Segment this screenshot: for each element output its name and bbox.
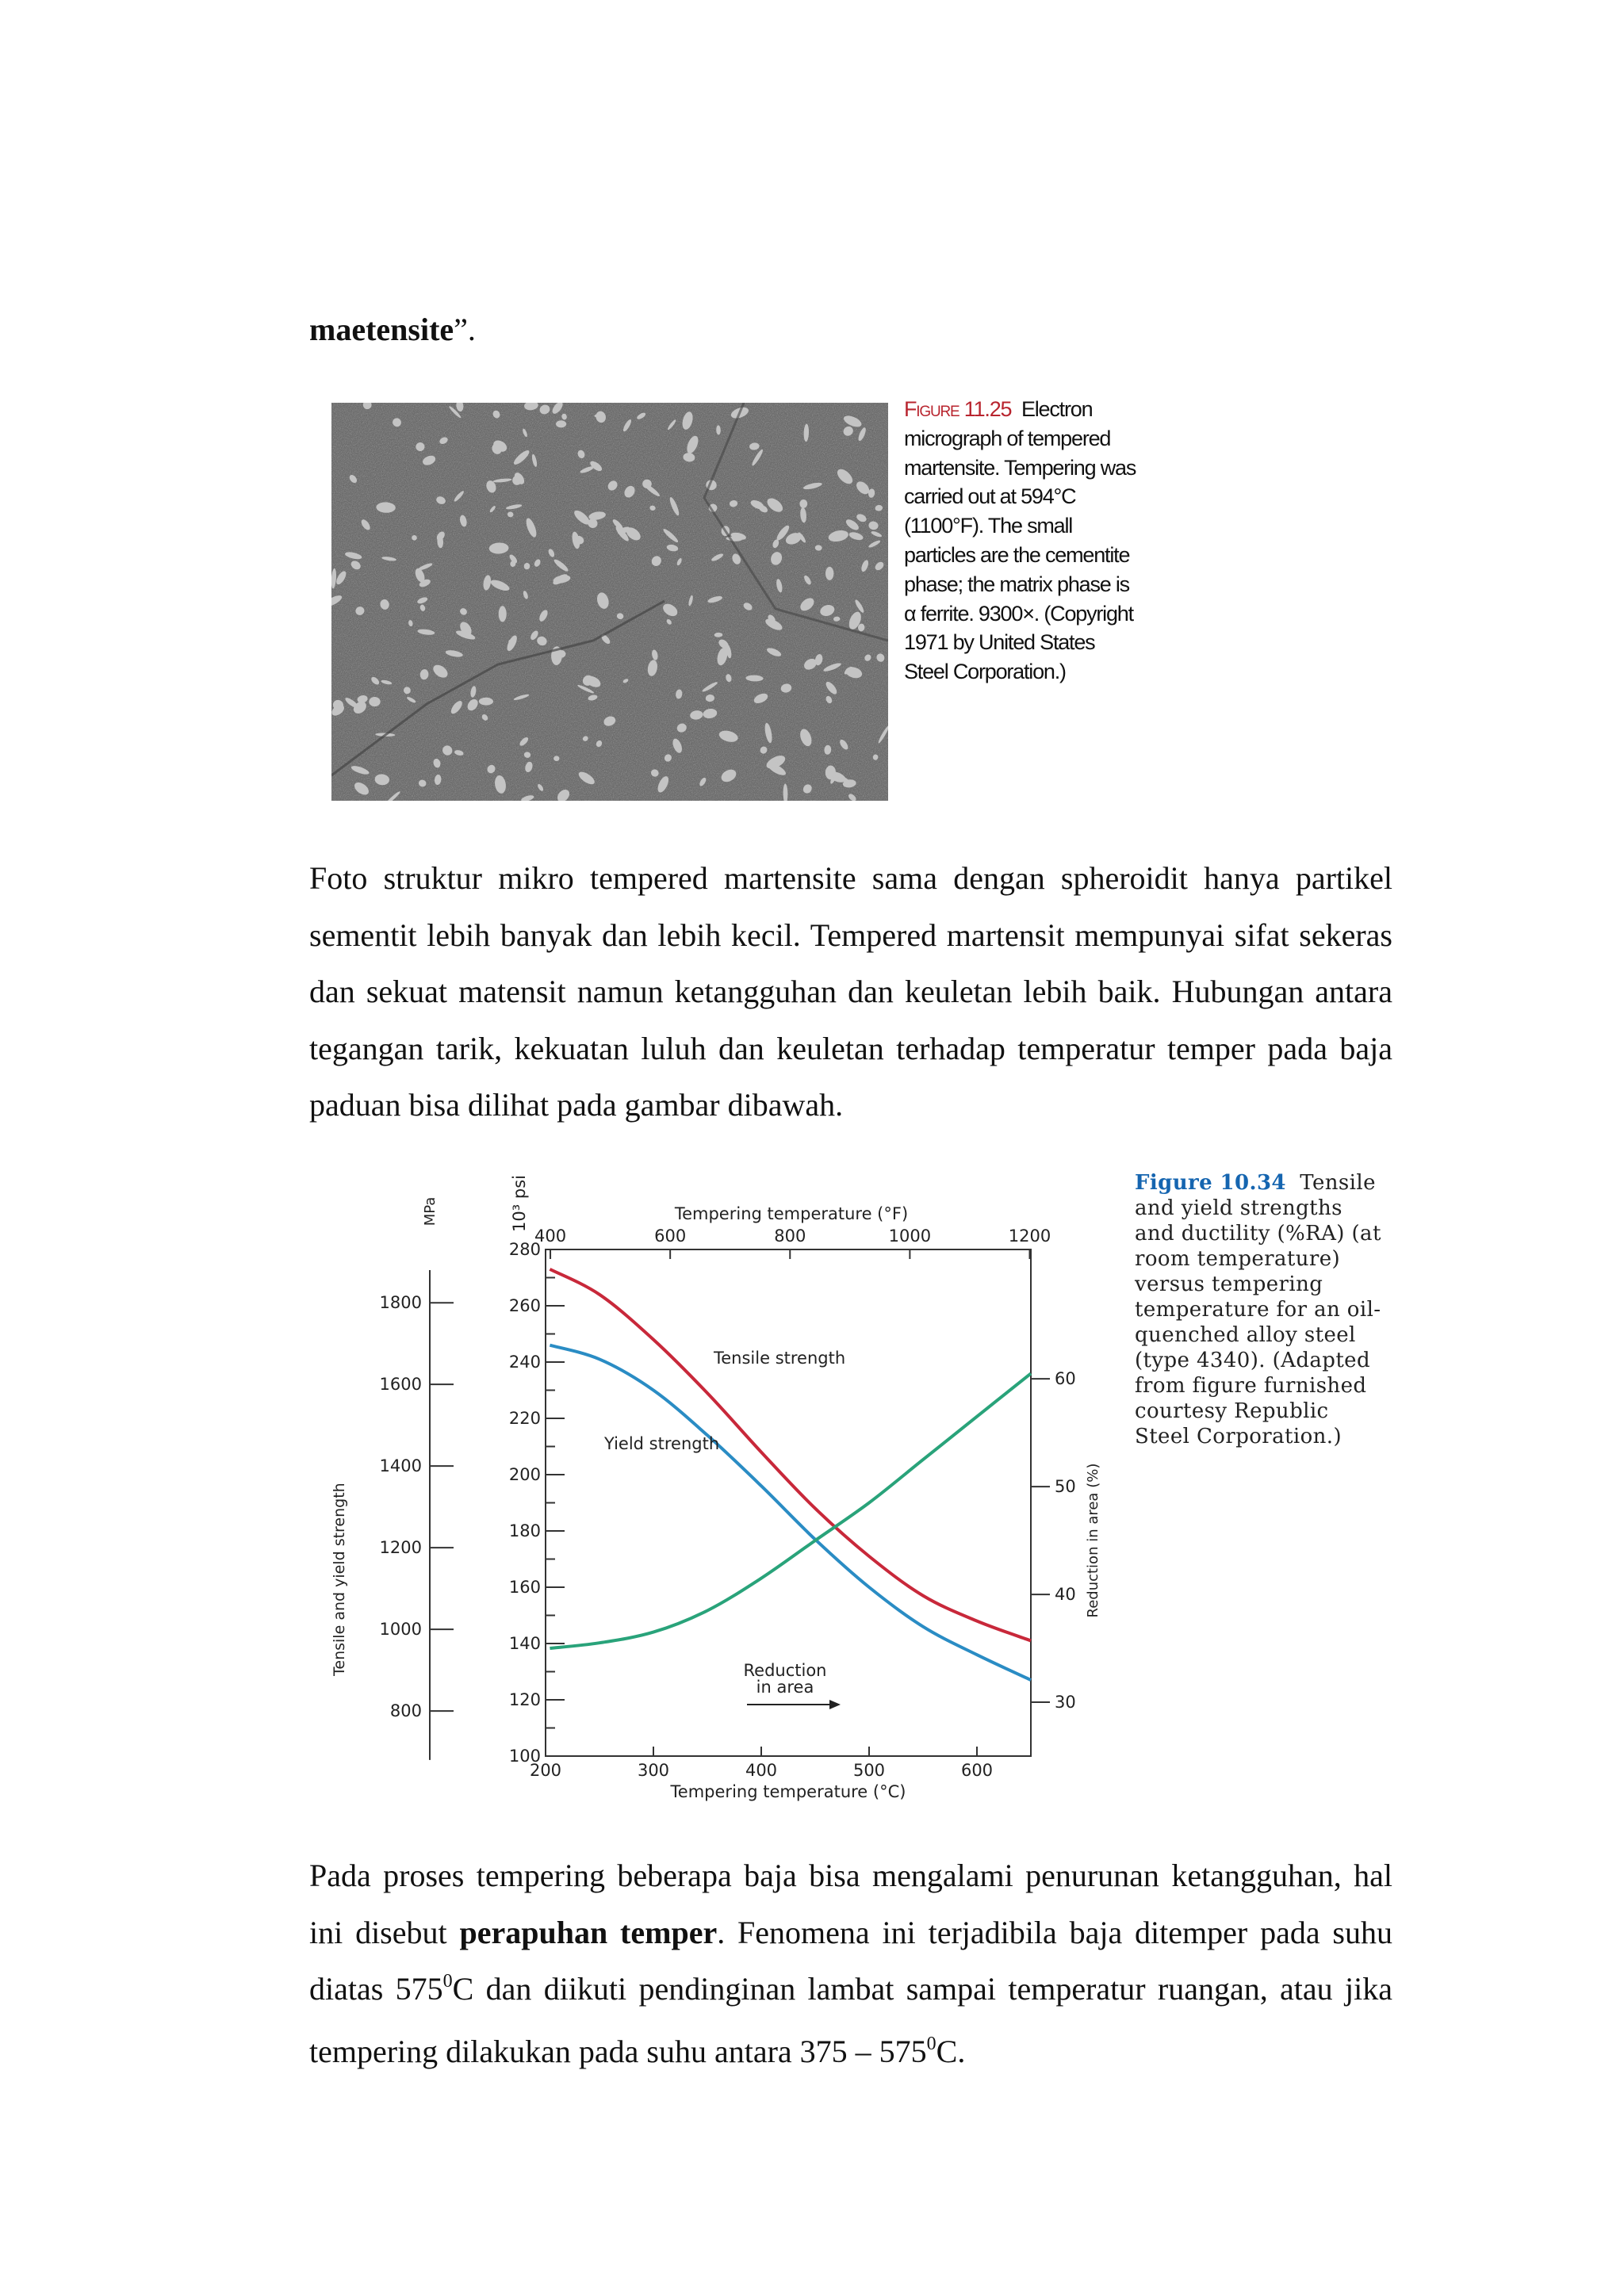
- y2-tick-label: 60: [1055, 1369, 1076, 1389]
- x-tick-label: 600: [960, 1761, 994, 1780]
- reduction-annotation-line2: in area: [756, 1678, 814, 1697]
- tempering-strength-chart: [317, 1165, 1110, 1816]
- bold-term: perapuhan temper: [459, 1914, 718, 1950]
- figure-label: Figure 11.25: [904, 397, 1012, 421]
- figure-caption-text: Electron micrograph of tempered martensite. Tempering was carried out at 594°C (1100°F). The small particles are the cementite phase; the matrix phase is α ferrite. 9300×. (Copyright 1971 by United States Steel Corporation.): [904, 397, 1136, 684]
- mpa-tick-label: 1000: [379, 1620, 422, 1640]
- y-tick-label: 260: [508, 1296, 541, 1315]
- x2-tick-label: 600: [654, 1226, 687, 1246]
- x2-axis-label: Tempering temperature (°F): [674, 1204, 909, 1223]
- reduction-annotation: Reduction: [743, 1661, 827, 1680]
- top-text-fragment: [309, 308, 1392, 352]
- x-tick-label: 200: [529, 1761, 562, 1780]
- tensile-strength-line: [550, 1269, 1031, 1641]
- p2-part2: . Fenomena ini terjadibila baja ditemper pada suhu diatas 575: [309, 1914, 1392, 2007]
- paragraph-2: [309, 1847, 1392, 2085]
- y-tick-label: 140: [508, 1634, 541, 1653]
- electron-micrograph-image: [331, 403, 888, 801]
- tensile-strength-annotation: Tensile strength: [714, 1349, 846, 1368]
- x2-tick-label: 1000: [888, 1226, 932, 1246]
- mpa-tick-label: 1800: [379, 1293, 422, 1313]
- y-units-label: 10³ psi: [510, 1175, 529, 1232]
- p2-part1: Pada proses tempering beberapa baja bisa mengalami penurunan ketangguhan, hal ini disebut: [309, 1858, 1392, 1950]
- figure-caption-text: Tensile and yield strengths and ductility (%RA) (at room temperature) versus tempering temperature for an oil-quenched alloy steel (type 4340). (Adapted from figure furnished courtesy Republic Steel Corporation.): [1135, 1171, 1381, 1448]
- reduction-arrow-head: [829, 1700, 841, 1709]
- y2-axis-label: Reduction in area (%): [1085, 1463, 1101, 1618]
- p2-part4: C.: [936, 2033, 966, 2069]
- y-tick-label: 240: [508, 1353, 541, 1372]
- yield-strength-line: [550, 1345, 1031, 1680]
- y-tick-label: 100: [508, 1747, 541, 1766]
- y-axis-label: Tensile and yield strength: [331, 1483, 348, 1676]
- x2-tick-label: 1200: [1008, 1226, 1051, 1246]
- y-tick-label: 160: [508, 1578, 541, 1597]
- mpa-tick-label: 1600: [379, 1375, 422, 1395]
- mpa-tick-label: 1200: [379, 1538, 422, 1558]
- y-tick-label: 280: [508, 1240, 541, 1259]
- bold-term: maetensite: [309, 312, 454, 347]
- paragraph-1-text: Foto struktur mikro tempered martensite sama dengan spheroidit hanya partikel sementit lebih banyak dan lebih kecil. Tempered martensit mempunyai sifat sekeras dan sekuat matensit namun ketangguhan dan keuletan lebih baik. Hubungan antara tegangan tarik, kekuatan luluh dan keuletan terhadap temperatur temper pada baja paduan bisa dilihat pada gambar dibawah.: [309, 860, 1392, 1123]
- y2-tick-label: 40: [1055, 1585, 1076, 1605]
- x-tick-label: 400: [745, 1761, 778, 1780]
- yield-strength-annotation: Yield strength: [604, 1434, 720, 1453]
- x-tick-label: 300: [637, 1761, 670, 1780]
- superscript: 0: [442, 1971, 453, 1992]
- fragment-punctuation: ”.: [454, 312, 476, 347]
- y-tick-label: 220: [508, 1409, 541, 1428]
- y-tick-label: 180: [508, 1521, 541, 1540]
- x2-tick-label: 400: [534, 1226, 567, 1246]
- y2-tick-label: 30: [1055, 1693, 1076, 1712]
- x-axis-label: Tempering temperature (°C): [670, 1782, 906, 1801]
- x2-tick-label: 800: [774, 1226, 806, 1246]
- mpa-tick-label: 800: [389, 1701, 422, 1721]
- y2-tick-label: 50: [1055, 1477, 1076, 1497]
- figure-10-34-caption: [1135, 1170, 1388, 1449]
- y-tick-label: 120: [508, 1690, 541, 1709]
- figure-label: Figure 10.34: [1135, 1171, 1286, 1195]
- mpa-units-label: MPa: [422, 1196, 439, 1226]
- y-tick-label: 200: [508, 1465, 541, 1484]
- p2-part3: C dan diikuti pendinginan lambat sampai temperatur ruangan, atau jika tempering dilakukan pada suhu antara 375 – 575: [309, 1971, 1392, 2069]
- paragraph-1: [309, 850, 1392, 1134]
- superscript: 0: [926, 2033, 936, 2054]
- x-tick-label: 500: [852, 1761, 886, 1780]
- reduction-in-area-line: [550, 1373, 1031, 1648]
- mpa-tick-label: 1400: [379, 1456, 422, 1476]
- figure-11-25-caption: [904, 395, 1142, 687]
